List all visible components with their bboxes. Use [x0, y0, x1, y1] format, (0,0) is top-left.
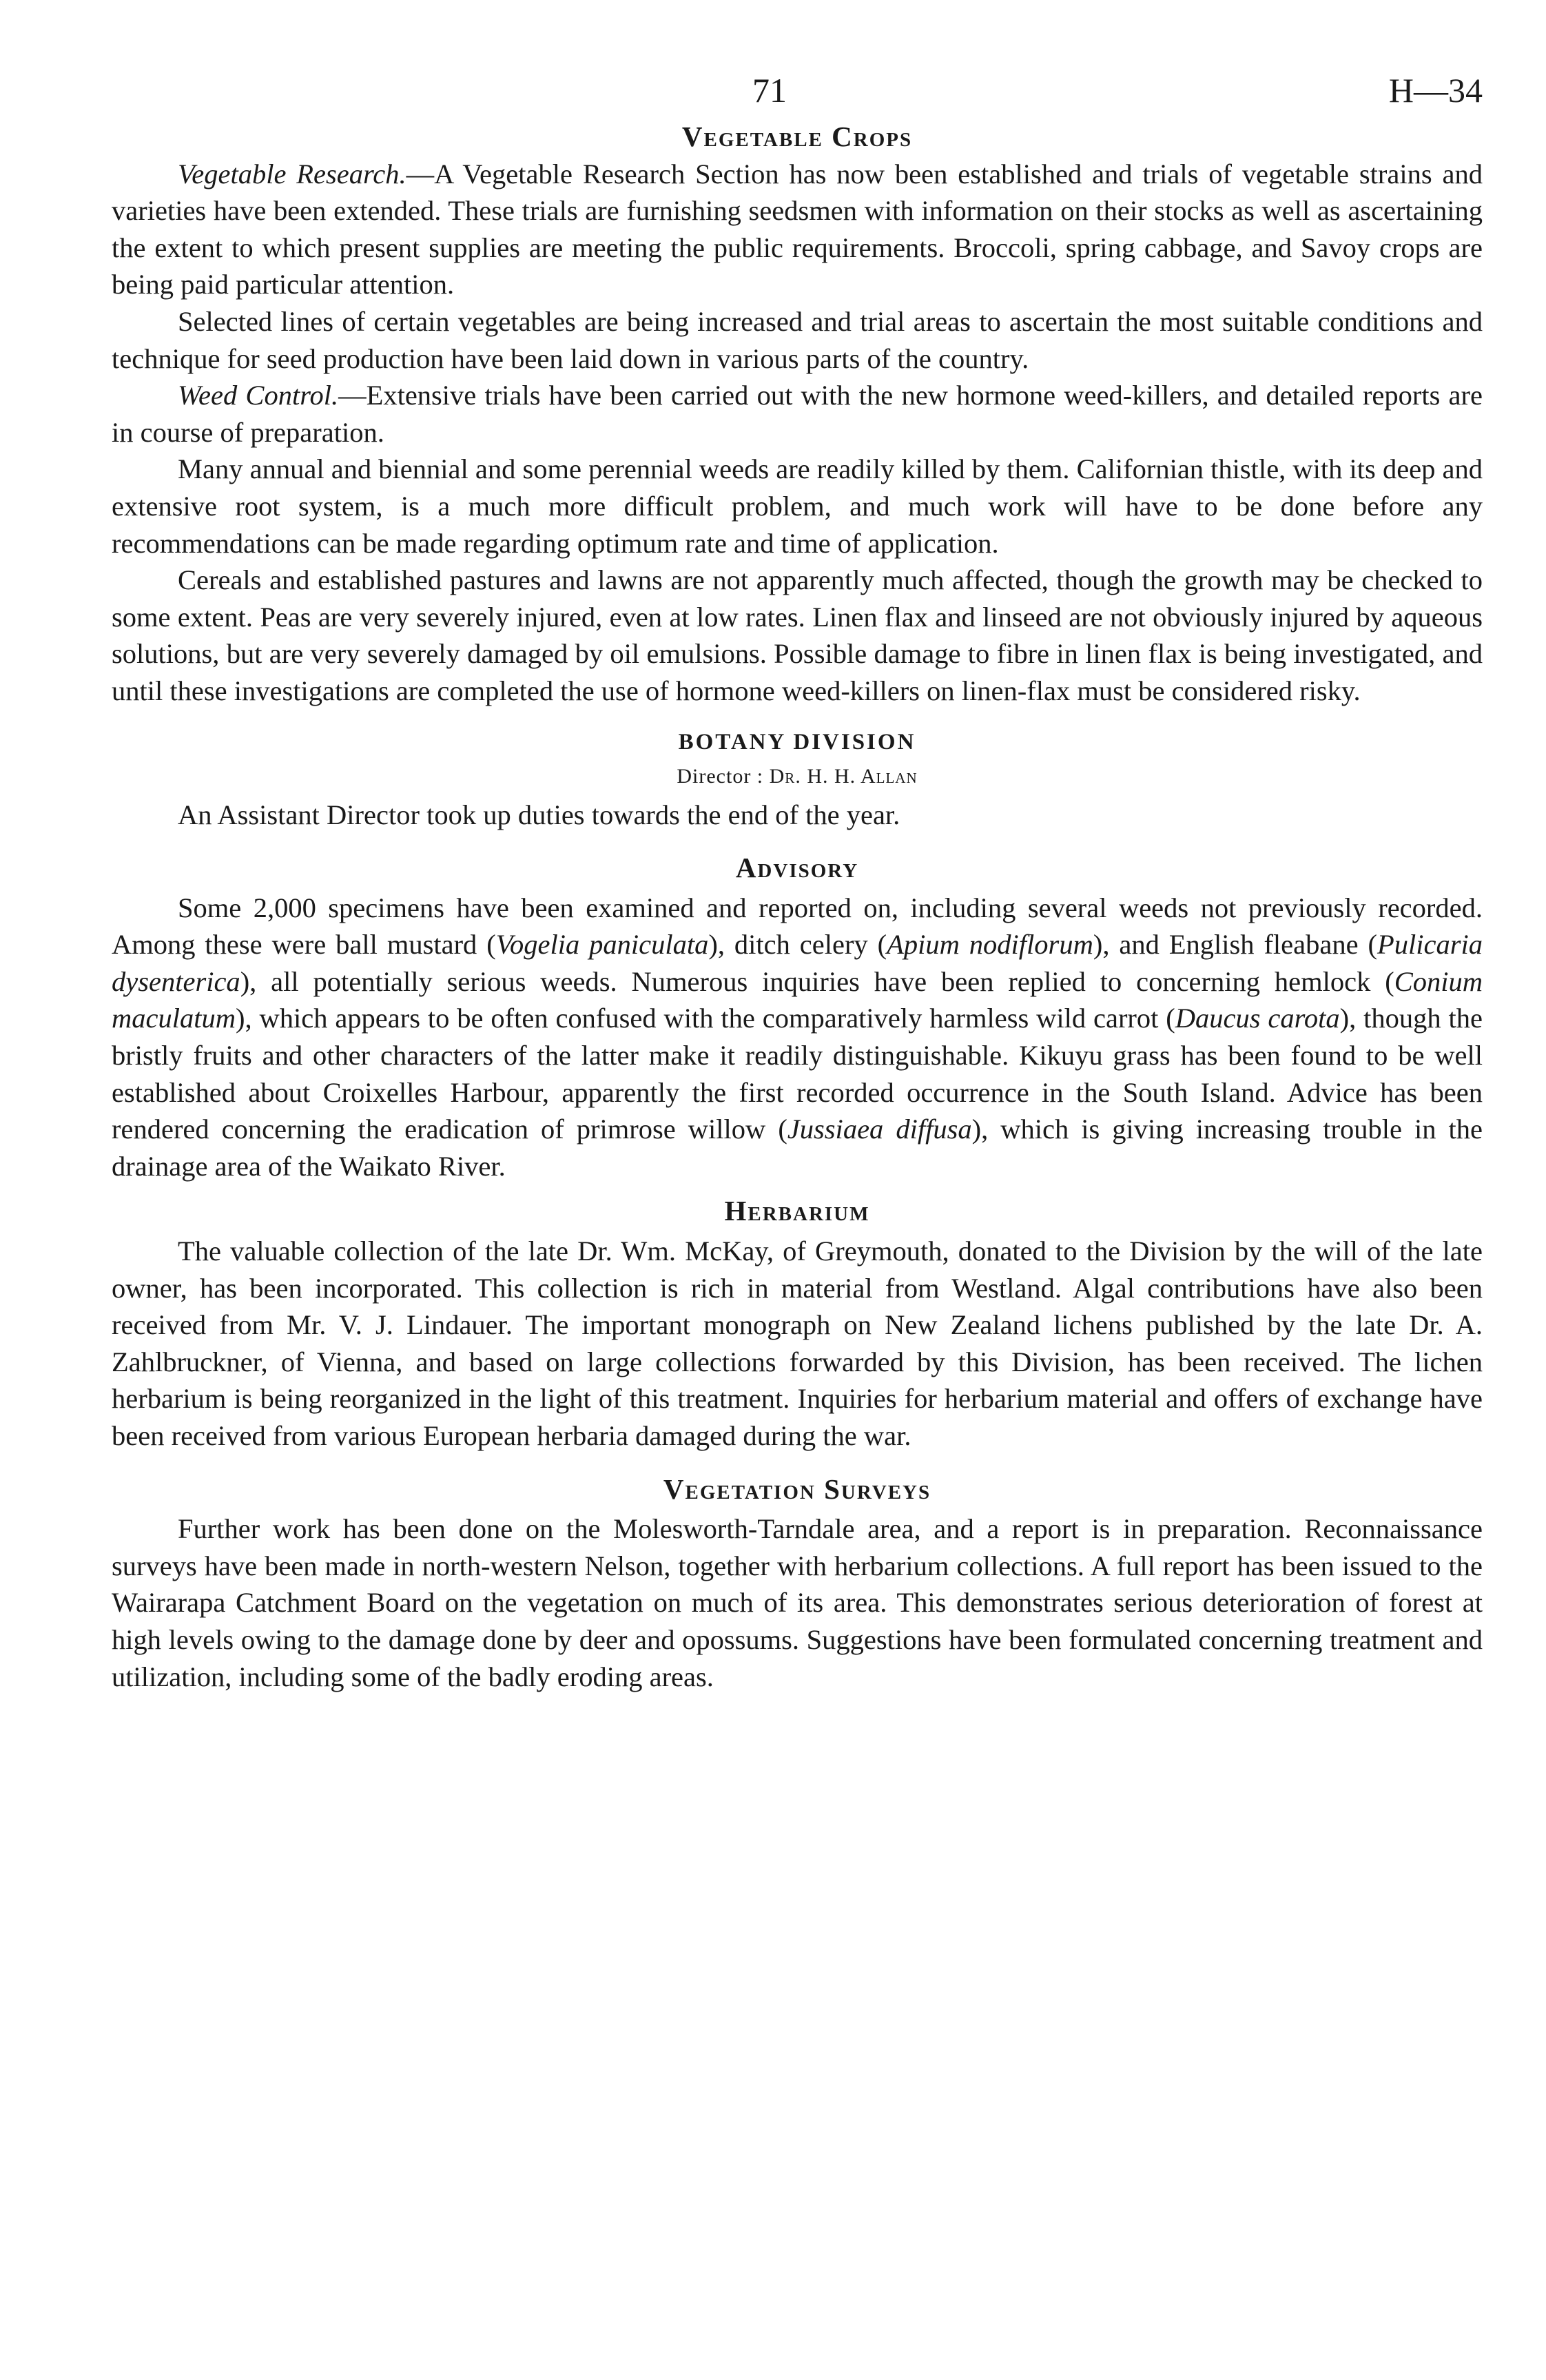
- species-name: Conium maculatum: [112, 965, 1483, 1034]
- document-page: [112, 63, 1483, 1695]
- paragraph-assistant-director: An Assistant Director took up duties towards the end of the year.: [178, 799, 900, 830]
- paragraph-vegetation-surveys: Further work has been done on the Molesworth-Tarndale area, and a report is in preparation. Reconnaissance surveys have been made in north-western Nelson, together with herbarium collections. A full report has been issued to the Wairarapa Catchment Board on the vegetation on much of its area. This demonstrates serious deterioration of forest at high levels owing to the damage done by deer and opossums. Suggestions have been formulated concerning treatment and utilization, including some of the badly eroding areas.: [112, 1513, 1483, 1692]
- section-heading-vegetation-surveys: Vegetation Surveys: [663, 1473, 931, 1505]
- text-run: ), though the bristly fruits and other characters of the latter make it readily distinguishable. Kikuyu grass has been found to be well established about Croixelles Harbour, apparently the first recorded occurrence in the South Island. Advice has been rendered concerning the eradication of primrose willow (: [112, 1003, 1483, 1145]
- species-name: Pulicaria dysenterica: [112, 929, 1483, 997]
- text-run: Some 2,000 specimens have been examined and reported on, including several weeds not previously recorded. Among these were ball mustard (: [112, 892, 1483, 961]
- paragraph-cereals: Cereals and established pastures and lawns are not apparently much affected, though the growth may be checked to some extent. Peas are very severely injured, even at low rates. Linen flax and linseed are not obviously injured by aqueous solutions, but are very severely damaged by oil emulsions. Possible damage to fibre in linen flax is being investigated, and until these investigations are completed the use of hormone weed-killers on linen-flax must be considered risky.: [112, 564, 1483, 706]
- text-run: ), and English fleabane (: [1093, 929, 1377, 961]
- paragraph-vegetable-research: [112, 156, 1483, 303]
- page-header: [112, 63, 1483, 119]
- page-number: 71: [752, 71, 787, 110]
- paragraph-weed-control: [112, 377, 1483, 451]
- section-vegetable-crops: [112, 119, 1483, 710]
- text-run: ), which is giving increasing trouble in the drainage area of the Waikato River.: [112, 1114, 1483, 1182]
- section-advisory: [112, 850, 1483, 1184]
- paragraph-text: —Extensive trials have been carried out with the new hormone weed-killers, and detailed reports are in course of preparation.: [112, 380, 1483, 448]
- text-run: ), all potentially serious weeds. Numerous inquiries have been replied to concerning hemlock (: [240, 965, 1394, 997]
- run-in-label-weed-control: Weed Control.: [178, 380, 339, 411]
- section-heading-herbarium: Herbarium: [724, 1195, 870, 1227]
- species-name: Daucus carota: [1175, 1003, 1340, 1034]
- paragraph-herbarium: The valuable collection of the late Dr. Wm. McKay, of Greymouth, donated to the Division by the will of the late owner, has been incorporated. This collection is rich in material from Westland. Algal contributions have also been received from Mr. V. J. Lindauer. The important monograph on New Zealand lichens published by the late Dr. A. Zahlbruckner, of Vienna, and based on large collections forwarded by this Division, has been received. The lichen herbarium is being reorganized in the light of this treatment. Inquiries for herbarium material and offers of exchange have been received from various European herbaria damaged during the war.: [112, 1235, 1483, 1451]
- text-run: ), which appears to be often confused with the comparatively harmless wild carrot (: [235, 1003, 1175, 1034]
- species-name: Jussiaea diffusa: [787, 1114, 972, 1145]
- section-heading-vegetable-crops: Vegetable Crops: [681, 121, 913, 152]
- section-vegetation-surveys: [112, 1471, 1483, 1696]
- director-line: [112, 759, 1483, 794]
- species-name: Vogelia paniculata: [495, 929, 709, 961]
- paragraph-text: —A Vegetable Research Section has now been established and trials of vegetable strains and varieties have been extended. These trials are furnishing seedsmen with information on their stocks as well as ascertaining the extent to which present supplies are meeting the public requirements. Broccoli, spring cabbage, and Savoy crops are being paid particular attention.: [112, 158, 1483, 300]
- division-heading: BOTANY DIVISION: [678, 729, 916, 755]
- paragraph-weeds-killed: Many annual and biennial and some perennial weeds are readily killed by them. Californian thistle, with its deep and extensive root system, is a much more difficult problem, and much work will have to be done before any recommendations can be made regarding optimum rate and time of application.: [112, 453, 1483, 559]
- section-herbarium: [112, 1193, 1483, 1454]
- section-botany-division: [112, 725, 1483, 834]
- director-name: Dr. H. H. Allan: [769, 764, 918, 788]
- run-in-label-vegetable-research: Vegetable Research.: [178, 158, 406, 189]
- text-run: ), ditch celery (: [708, 929, 887, 961]
- species-name: Apium nodiflorum: [887, 929, 1093, 961]
- document-reference: H—34: [1388, 71, 1483, 110]
- section-heading-advisory: Advisory: [735, 852, 859, 884]
- paragraph-advisory: [112, 890, 1483, 1185]
- director-label: Director :: [677, 764, 764, 788]
- paragraph-selected-lines: Selected lines of certain vegetables are being increased and trial areas to ascertain the most suitable conditions and technique for seed production have been laid down in various parts of the country.: [112, 305, 1483, 374]
